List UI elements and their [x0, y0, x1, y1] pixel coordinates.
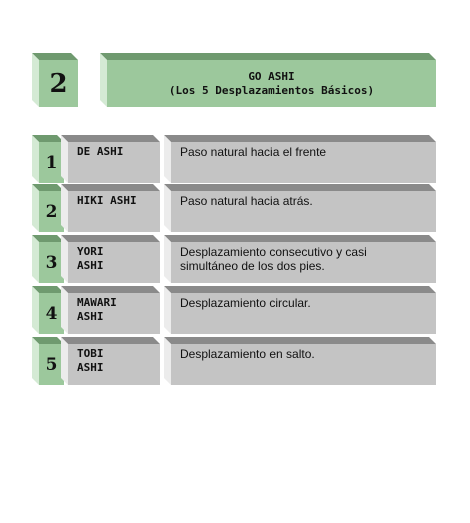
row-name-box — [61, 286, 160, 334]
row-number: 1 — [39, 142, 64, 183]
row-desc-box — [164, 337, 436, 385]
desc-line-1: Desplazamiento consecutivo y casi — [180, 245, 367, 259]
name-line-2: ASHI — [77, 361, 104, 374]
name-line-1: HIKI ASHI — [77, 194, 137, 207]
row-number-box — [32, 184, 64, 232]
name-line-1: TOBI — [77, 347, 104, 360]
row-name — [68, 344, 160, 385]
row-description — [171, 344, 436, 385]
header-number: 2 — [39, 60, 78, 107]
row-name — [68, 242, 160, 283]
row-description — [171, 242, 436, 283]
row-number-box — [32, 135, 64, 183]
row-name-box — [61, 135, 160, 183]
name-line-2: ASHI — [77, 310, 104, 323]
title-line-2: (Los 5 Desplazamientos Básicos) — [168, 83, 375, 97]
row-number: 2 — [39, 191, 64, 232]
page-title — [107, 60, 436, 107]
row-desc-box — [164, 286, 436, 334]
row-description — [171, 293, 436, 334]
name-line-1: MAWARI — [77, 296, 117, 309]
row-desc-box — [164, 135, 436, 183]
row-number-box — [32, 286, 64, 334]
row-desc-box — [164, 235, 436, 283]
row-number: 5 — [39, 344, 64, 385]
desc-line-1: Desplazamiento en salto. — [180, 347, 315, 361]
row-number-box — [32, 235, 64, 283]
desc-line-1: Paso natural hacia el frente — [180, 145, 327, 159]
row-desc-box — [164, 184, 436, 232]
name-line-1: DE ASHI — [77, 145, 124, 158]
desc-line-1: Paso natural hacia atrás. — [180, 194, 313, 208]
row-number-box — [32, 337, 64, 385]
desc-line-1: Desplazamiento circular. — [180, 296, 311, 310]
row-number: 3 — [39, 242, 64, 283]
name-line-1: YORI — [77, 245, 104, 258]
desc-line-2: simultáneo de los dos pies. — [180, 259, 325, 273]
row-name-box — [61, 235, 160, 283]
header-title-box — [100, 53, 436, 107]
row-name — [68, 293, 160, 334]
row-number: 4 — [39, 293, 64, 334]
row-name — [68, 191, 160, 232]
row-description — [171, 191, 436, 232]
row-name — [68, 142, 160, 183]
row-description — [171, 142, 436, 183]
title-line-1: GO ASHI — [248, 69, 295, 83]
name-line-2: ASHI — [77, 259, 104, 272]
row-name-box — [61, 337, 160, 385]
header-number-box — [32, 53, 78, 107]
row-name-box — [61, 184, 160, 232]
